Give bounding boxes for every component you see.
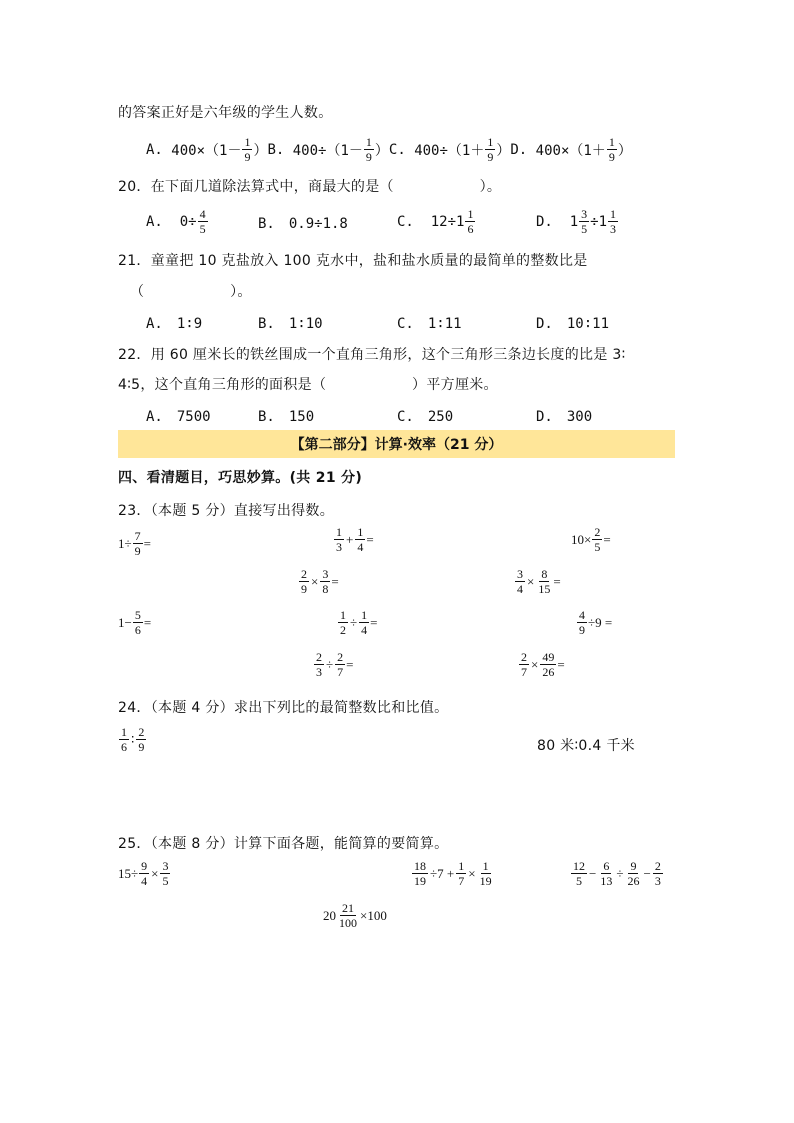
question-21-blank: （ ）。 xyxy=(130,284,252,300)
q22-option-c: C. 250 xyxy=(397,409,454,425)
option-c: C. 400÷（1＋ $\frac{1}{9}$ ） xyxy=(388,135,511,164)
q20-option-b: B. 0.9÷1.8 xyxy=(258,216,348,232)
q23-expr-9: $\frac{2}{3}$ ÷ $\frac{2}{7}$ = xyxy=(316,650,354,679)
q23-expr-7: $\frac{1}{2}$ ÷ $\frac{1}{4}$ = xyxy=(340,608,378,637)
q22-option-b: B. 150 xyxy=(258,409,315,425)
q23-expr-2: $\frac{1}{3}$ + $\frac{1}{4}$ = xyxy=(336,525,374,554)
question-24-stem: 24．（本题 4 分）求出下列比的最简整数比和比值。 xyxy=(118,700,449,716)
option-a: A. 400×（1－ $\frac{1}{9}$ ） xyxy=(146,135,268,164)
q25-expr-1: 15÷ $\frac{9}{4}$ × $\frac{3}{5}$ xyxy=(118,859,169,888)
q20-option-c: C. 12÷1 $\frac{1}{6}$ xyxy=(397,207,474,236)
q23-expr-8: $\frac{4}{9}$ ÷9 = xyxy=(579,608,613,637)
question-25-stem: 25．（本题 8 分）计算下面各题，能简算的要简算。 xyxy=(118,836,449,852)
option-b: B. 400÷（1－ $\frac{1}{9}$ ） xyxy=(267,135,389,164)
q21-option-a: A. 1∶9 xyxy=(146,316,203,332)
q25-expr-3: $\frac{12}{5}$ − $\frac{6}{13}$ ÷ $\frac{9}{26}$ − $\frac{2}{3}$ xyxy=(573,859,661,888)
question-23-stem: 23．（本题 5 分）直接写出得数。 xyxy=(118,503,335,519)
option-d: D. 400×（1＋ $\frac{1}{9}$ ） xyxy=(510,135,632,164)
section-2-banner: 【第二部分】计算·效率（21 分） xyxy=(118,430,675,458)
q21-option-b: B. 1∶10 xyxy=(258,316,323,332)
section-4-heading: 四、看清题目，巧思妙算。(共 21 分) xyxy=(118,470,363,486)
question-20-stem: 20．在下面几道除法算式中，商最大的是（ ）。 xyxy=(118,179,502,195)
question-22-line1: 22．用 60 厘米长的铁丝围成一个直角三角形，这个三角形三条边长度的比是 3∶ xyxy=(118,347,626,363)
question-19-tail: 的答案正好是六年级的学生人数。 xyxy=(118,105,333,121)
q25-expr-4: 20 $\frac{21}{100}$ ×100 xyxy=(323,901,387,930)
q23-expr-10: $\frac{2}{7}$ × $\frac{49}{26}$ = xyxy=(521,650,565,679)
question-21-stem: 21．童童把 10 克盐放入 100 克水中，盐和盐水质量的最简单的整数比是 xyxy=(118,253,588,269)
q22-option-a: A. 7500 xyxy=(146,409,211,425)
q25-expr-2: $\frac{18}{19}$ ÷7 + $\frac{1}{7}$ × $\frac{1}{19}$ xyxy=(414,859,492,888)
q20-option-d: D. 1 $\frac{3}{5}$ ÷1 $\frac{1}{3}$ xyxy=(536,207,617,236)
q23-expr-5: $\frac{3}{4}$ × $\frac{8}{15}$ = xyxy=(517,567,561,596)
q24-ratio-2: 80 米∶0.4 千米 xyxy=(537,738,635,754)
q22-option-d: D. 300 xyxy=(536,409,593,425)
q23-expr-1: 1÷ $\frac{7}{9}$ = xyxy=(118,529,151,558)
q20-option-a: A. 0÷ $\frac{4}{5}$ xyxy=(146,207,206,236)
q23-expr-4: $\frac{2}{9}$ × $\frac{3}{8}$ = xyxy=(301,567,339,596)
q23-expr-6: 1− $\frac{5}{6}$ = xyxy=(118,608,152,637)
q21-option-c: C. 1∶11 xyxy=(397,316,462,332)
q23-expr-3: 10× $\frac{2}{5}$ = xyxy=(571,525,611,554)
q21-option-d: D. 10∶11 xyxy=(536,316,610,332)
question-22-line2: 4∶5，这个直角三角形的面积是（ ）平方厘米。 xyxy=(118,377,498,393)
question-19-options xyxy=(146,136,632,163)
q24-ratio-1: $\frac{1}{6}$ ∶ $\frac{2}{9}$ xyxy=(121,725,145,754)
